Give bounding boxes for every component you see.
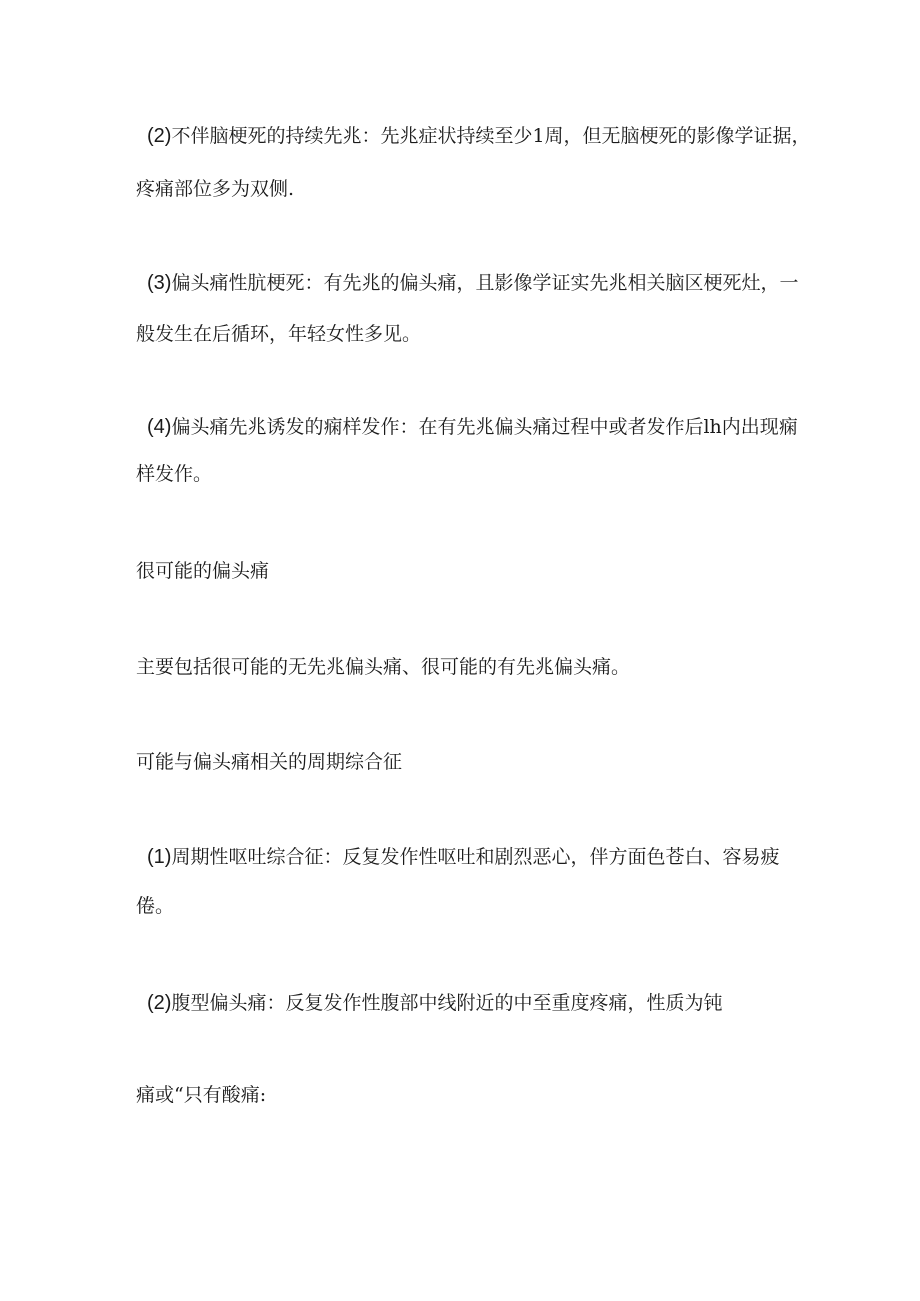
paragraph-3-line-2: 般发生在后循环，年轻女性多见。: [136, 323, 422, 345]
paragraph-2-line-1: [147, 124, 811, 148]
paragraph-4-line-2: 样发作。: [136, 463, 213, 485]
syndrome-1-line-1: [147, 845, 779, 869]
syndrome-1-line-2: 倦。: [136, 895, 175, 917]
syndrome-2-number: (2): [147, 992, 172, 1014]
paragraph-2-number: (2): [147, 125, 172, 147]
paragraph-3-text-line-1: 偏头痛性肮梗死：有先兆的偏头痛，且影像学证实先兆相关脑区梗死灶，一: [171, 272, 799, 294]
syndrome-2-line-1: [147, 991, 722, 1015]
paragraph-3-number: (3): [147, 272, 172, 294]
paragraph-2-line-2: 疼痛部位多为双侧.: [136, 178, 295, 200]
syndrome-1-number: (1): [147, 846, 172, 868]
paragraph-4-line-1: [147, 415, 798, 439]
paragraph-3-line-1: [147, 271, 798, 295]
paragraph-2-text-line-1: 不伴脑梗死的持续先兆：先兆症状持续至少1周，但无脑梗死的影像学证据，: [171, 125, 811, 147]
paragraph-4-number: (4): [147, 416, 172, 438]
heading-periodic-syndromes: 可能与偏头痛相关的周期综合征: [136, 751, 403, 773]
probable-migraine-body: 主要包括很可能的无先兆偏头痛、很可能的有先兆偏头痛。: [136, 656, 631, 678]
heading-probable-migraine: 很可能的偏头痛: [136, 560, 270, 582]
syndrome-1-text-line-1: 周期性呕吐综合征：反复发作性呕吐和剧烈恶心，伴方面色苍白、容易疲: [171, 846, 780, 868]
paragraph-4-text-line-1: 偏头痛先兆诱发的痫样发作：在有先兆偏头痛过程中或者发作后lh内出现痫: [171, 416, 798, 438]
syndrome-2-text-line-1: 腹型偏头痛：反复发作性腹部中线附近的中至重度疼痛，性质为钝: [171, 992, 723, 1014]
syndrome-2-line-2: 痛或“只有酸痛:: [136, 1084, 267, 1106]
